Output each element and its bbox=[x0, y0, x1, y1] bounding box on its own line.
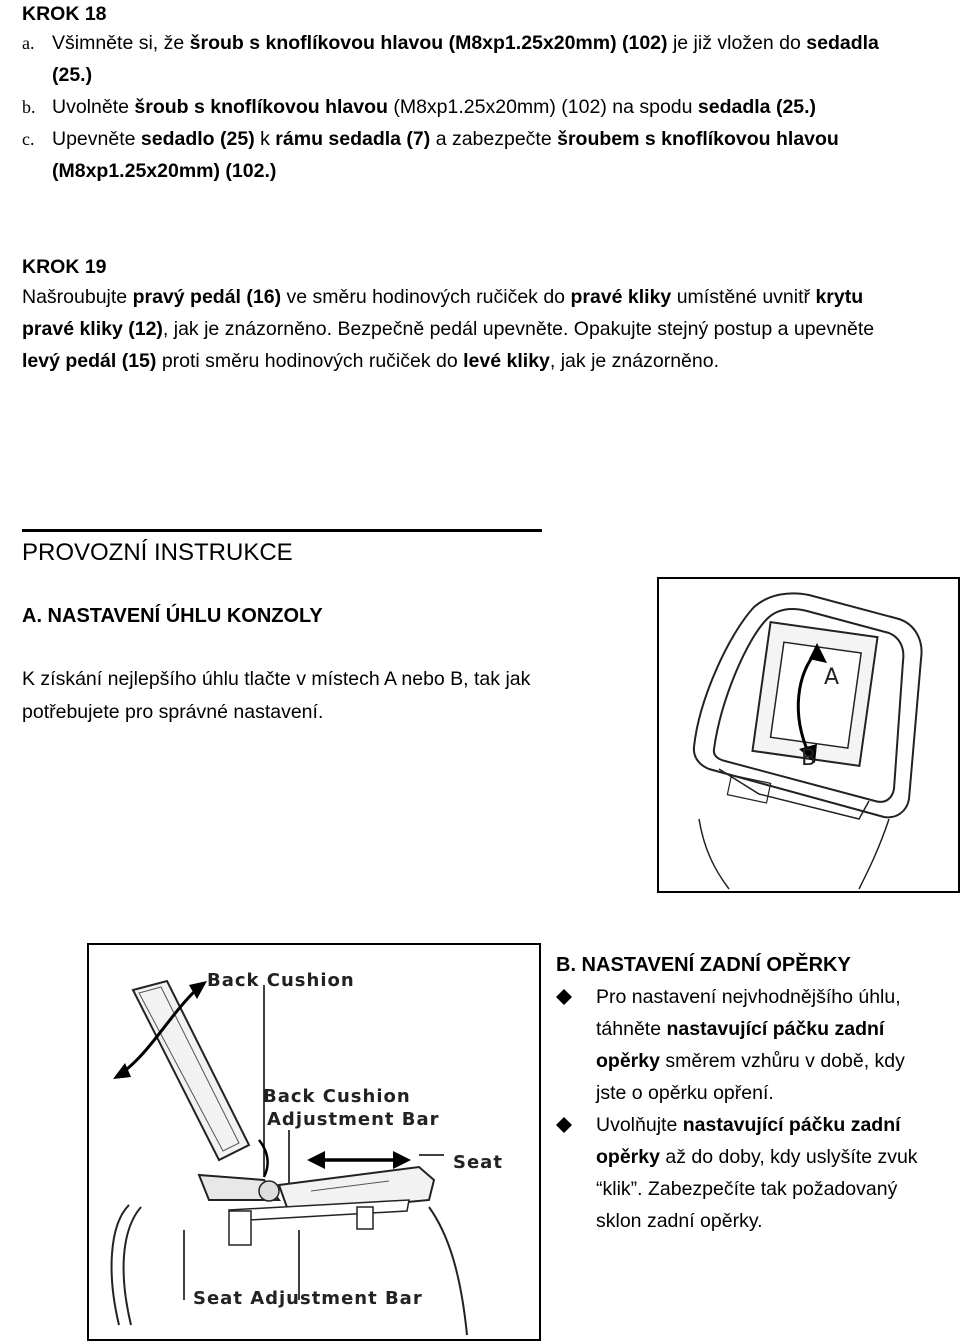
text: jste o opěrku opření. bbox=[596, 1082, 774, 1104]
console-figure bbox=[657, 577, 960, 893]
label-back-cushion: Back Cushion bbox=[207, 970, 355, 991]
section-a-text-1: K získání nejlepšího úhlu tlačte v místech A nebo B, tak jak bbox=[22, 668, 531, 690]
text: Upevněte bbox=[52, 128, 141, 150]
step18-item-c-cont bbox=[52, 155, 276, 187]
section-divider bbox=[22, 529, 542, 532]
text: (M8xp1.25x20mm) (102) na spodu bbox=[387, 96, 698, 118]
text: , jak je znázorněno. bbox=[549, 350, 719, 372]
bold-text: krytu bbox=[815, 286, 864, 308]
operating-title: PROVOZNÍ INSTRUKCE bbox=[22, 539, 293, 566]
text: táhněte bbox=[596, 1018, 667, 1040]
text: je již vložen do bbox=[667, 32, 807, 54]
console-label-b: B bbox=[801, 746, 818, 771]
label-back-cushion-adj-2: Adjustment Bar bbox=[267, 1109, 440, 1130]
diamond-bullet-icon bbox=[556, 989, 572, 1005]
text: až do doby, kdy uslyšíte zvuk bbox=[659, 1146, 918, 1168]
text: směrem vzhůru v době, kdy bbox=[659, 1050, 905, 1072]
bold-text: pravé kliky bbox=[570, 286, 672, 308]
bold-text: rámu sedadla (7) bbox=[275, 128, 431, 150]
text: k bbox=[254, 128, 276, 150]
bold-text: pravý pedál (16) bbox=[132, 286, 282, 308]
bold-text: opěrky bbox=[596, 1050, 660, 1072]
step19-line-1 bbox=[22, 281, 863, 313]
label-seat: Seat bbox=[453, 1152, 503, 1173]
text: “klik”. Zabezpečíte tak požadovaný bbox=[596, 1178, 898, 1200]
bold-text: sedadla bbox=[806, 32, 879, 54]
bold-text: nastavující páčku zadní bbox=[682, 1114, 901, 1136]
bold-text: levé kliky bbox=[463, 350, 550, 372]
label-back-cushion-adj-1: Back Cushion bbox=[263, 1086, 411, 1107]
text: sklon zadní opěrky. bbox=[596, 1210, 763, 1232]
bold-text: šroubem s knoflíkovou hlavou bbox=[557, 128, 839, 150]
text: ve směru hodinových ručiček do bbox=[281, 286, 571, 308]
label-seat-adjustment-bar: Seat Adjustment Bar bbox=[193, 1288, 423, 1309]
section-b-title: B. NASTAVENÍ ZADNÍ OPĚRKY bbox=[556, 954, 851, 976]
step18-title: KROK 18 bbox=[22, 3, 107, 25]
section-b-bullet-2 bbox=[556, 1109, 956, 1237]
text: umístěné uvnitř bbox=[671, 286, 816, 308]
text: Všimněte si, že bbox=[52, 32, 190, 54]
console-illustration bbox=[659, 579, 958, 891]
bold-text: šroub s knoflíkovou hlavou bbox=[134, 96, 388, 118]
seat-figure bbox=[87, 943, 541, 1341]
text: Pro nastavení nejvhodnějšího úhlu, bbox=[596, 986, 901, 1008]
text-line bbox=[596, 1141, 956, 1173]
text-line bbox=[596, 1045, 956, 1077]
text-line bbox=[596, 1109, 956, 1141]
step19-line-3 bbox=[22, 345, 719, 377]
text: , jak je znázorněno. Bezpečně pedál upevněte. Opakujte stejný postup a upevněte bbox=[162, 318, 875, 340]
bold-text: (M8xp1.25x20mm) (102.) bbox=[52, 160, 277, 182]
bold-text: šroub s knoflíkovou hlavou (M8xp1.25x20mm) (102) bbox=[189, 32, 668, 54]
step19-line-2 bbox=[22, 313, 874, 345]
bold-text: pravé kliky (12) bbox=[22, 318, 163, 340]
seat-illustration bbox=[89, 945, 539, 1339]
bold-text: opěrky bbox=[596, 1146, 660, 1168]
item-letter: c. bbox=[22, 129, 35, 149]
bold-text: nastavující páčku zadní bbox=[666, 1018, 885, 1040]
step19-title: KROK 19 bbox=[22, 256, 107, 278]
bold-text: sedadlo (25) bbox=[140, 128, 255, 150]
diamond-bullet-icon bbox=[556, 1117, 572, 1133]
text: a zabezpečte bbox=[430, 128, 558, 150]
step18-item-a bbox=[22, 27, 879, 59]
step18-item-c bbox=[22, 123, 839, 155]
text: proti směru hodinových ručiček do bbox=[156, 350, 464, 372]
section-b-bullet-1 bbox=[556, 981, 956, 1109]
text-line bbox=[596, 1013, 956, 1045]
item-letter: b. bbox=[22, 97, 36, 117]
text: Našroubujte bbox=[22, 286, 133, 308]
bold-text: (25.) bbox=[52, 64, 93, 86]
text: Uvolňujte bbox=[596, 1114, 683, 1136]
bold-text: levý pedál (15) bbox=[22, 350, 157, 372]
console-label-a: A bbox=[824, 665, 841, 690]
step18-item-a-cont bbox=[52, 59, 92, 91]
text: Uvolněte bbox=[52, 96, 135, 118]
section-a-text-2: potřebujete pro správné nastavení. bbox=[22, 701, 324, 723]
section-a-title: A. NASTAVENÍ ÚHLU KONZOLY bbox=[22, 605, 323, 627]
bold-text: sedadla (25.) bbox=[697, 96, 817, 118]
step18-item-b bbox=[22, 91, 816, 123]
item-letter: a. bbox=[22, 33, 35, 53]
